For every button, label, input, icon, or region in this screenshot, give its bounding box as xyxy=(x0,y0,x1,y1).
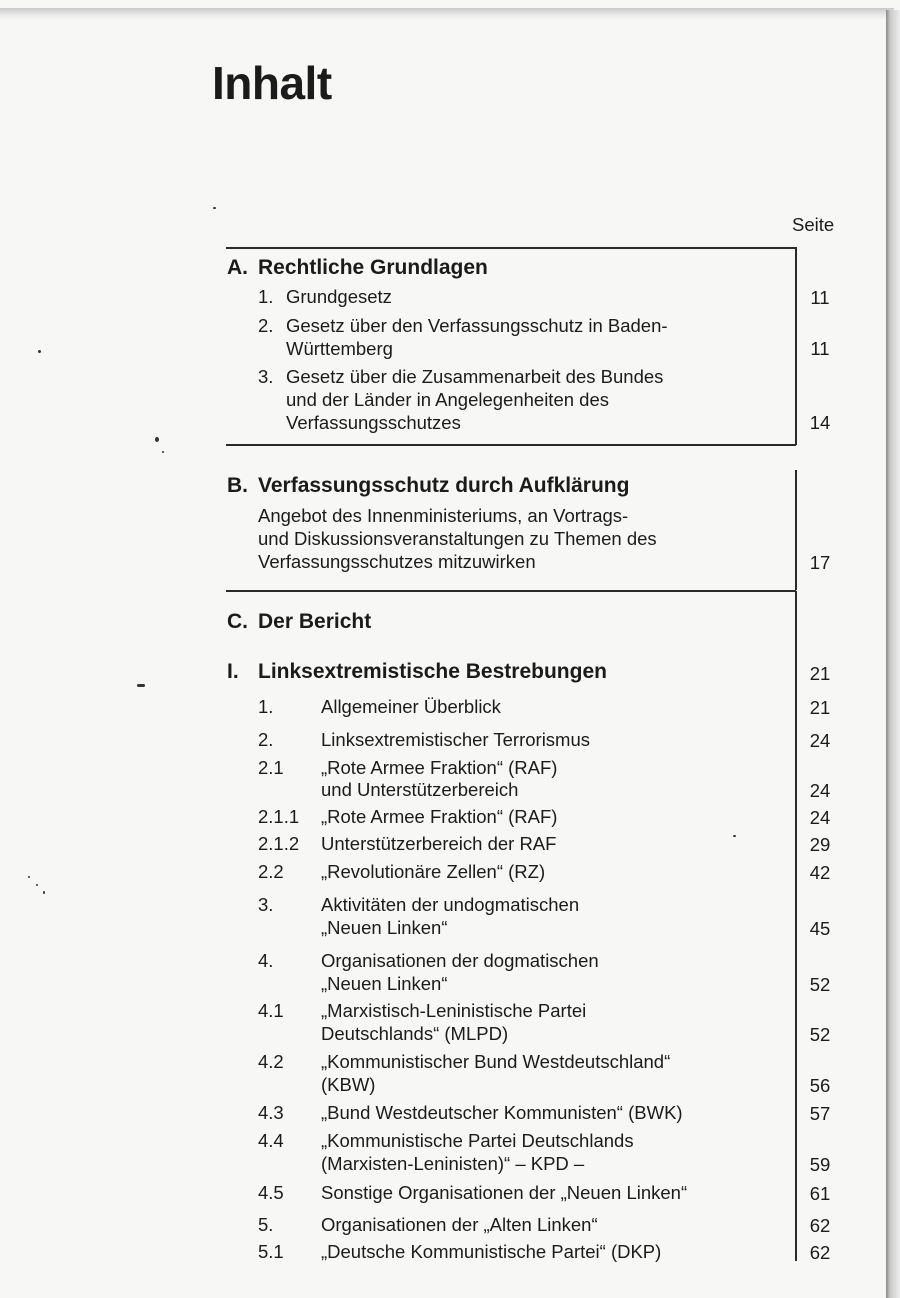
toc-entry-number: 2. xyxy=(258,729,274,750)
toc-entry-text: „Kommunistischer Bund Westdeutschland“ xyxy=(321,1051,671,1072)
toc-page-number: 45 xyxy=(809,918,831,939)
toc-entry-text: „Neuen Linken“ xyxy=(321,973,448,994)
toc-entry-text: „Deutsche Kommunistische Partei“ (DKP) xyxy=(321,1241,662,1262)
section-divider xyxy=(226,444,796,446)
toc-page-number: 11 xyxy=(810,338,830,359)
toc-page-number: 56 xyxy=(809,1075,831,1096)
toc-page-number: 14 xyxy=(809,412,831,433)
toc-page-number: 62 xyxy=(809,1215,831,1236)
toc-entry-number: 4.5 xyxy=(258,1182,284,1203)
toc-entry-text: Württemberg xyxy=(286,338,393,359)
toc-page-number: 24 xyxy=(809,780,831,801)
scan-speck xyxy=(28,876,30,878)
toc-entry-number: 4.1 xyxy=(258,1000,284,1021)
scan-speck xyxy=(43,891,45,894)
toc-page-number: 24 xyxy=(809,730,831,751)
scan-speck xyxy=(162,451,164,453)
toc-entry-text: „Kommunistische Partei Deutschlands xyxy=(321,1130,634,1151)
toc-entry-text: „Neuen Linken“ xyxy=(321,917,448,938)
section-divider xyxy=(226,590,796,592)
toc-entry-text: Deutschlands“ (MLPD) xyxy=(321,1023,509,1044)
toc-page-number: 61 xyxy=(809,1183,831,1204)
toc-entry-number: 3. xyxy=(258,894,274,915)
toc-entry-text: (KBW) xyxy=(321,1074,376,1095)
page-title: Inhalt xyxy=(212,57,332,109)
scan-speck xyxy=(137,684,145,687)
page-column-rule-b xyxy=(795,470,797,590)
toc-entry-number: 2.1.2 xyxy=(258,833,300,854)
toc-entry-text: Unterstützerbereich der RAF xyxy=(321,833,557,854)
toc-entry-number: 5. xyxy=(258,1214,274,1235)
toc-entry-text: und Unterstützerbereich xyxy=(321,779,519,800)
page-column-label: Seite xyxy=(792,214,835,235)
toc-page-number: 62 xyxy=(809,1242,831,1263)
toc-entry-text: „Rote Armee Fraktion“ (RAF) xyxy=(321,806,558,827)
toc-page-number: 24 xyxy=(809,807,831,828)
toc-entry-number: 2.2 xyxy=(258,861,284,882)
scan-speck xyxy=(36,884,38,886)
toc-page-number: 17 xyxy=(809,552,831,573)
toc-entry-text: Verfassungsschutzes mitzuwirken xyxy=(258,551,536,572)
toc-page-number: 21 xyxy=(809,697,831,718)
toc-entry-number: 4.2 xyxy=(258,1051,284,1072)
page-edge-right xyxy=(886,10,900,1298)
toc-entry-text: und Diskussionsveranstaltungen zu Themen des xyxy=(258,528,657,549)
toc-entry-number: 1. xyxy=(258,696,274,717)
section-c-letter: C. xyxy=(227,610,248,633)
page-column-rule-c xyxy=(795,591,797,1261)
toc-page-number: 11 xyxy=(810,287,830,308)
page-edge-top xyxy=(0,8,894,20)
toc-entry-text: Verfassungsschutzes xyxy=(286,412,461,433)
section-i-letter: I. xyxy=(227,660,239,683)
toc-entry-number: 4.4 xyxy=(258,1130,284,1151)
toc-entry-number: 1. xyxy=(258,286,274,307)
toc-entry-text: und der Länder in Angelegenheiten des xyxy=(286,389,609,410)
toc-entry-text: Organisationen der „Alten Linken“ xyxy=(321,1214,598,1235)
toc-entry-text: „Rote Armee Fraktion“ (RAF) xyxy=(321,757,558,778)
toc-entry-text: Linksextremistischer Terrorismus xyxy=(321,729,590,750)
scan-speck xyxy=(733,835,736,837)
toc-entry-text: Sonstige Organisationen der „Neuen Linken“ xyxy=(321,1182,688,1203)
toc-entry-text: „Bund Westdeutscher Kommunisten“ (BWK) xyxy=(321,1102,683,1123)
toc-entry-number: 2.1.1 xyxy=(258,806,300,827)
toc-entry-text: Gesetz über den Verfassungsschutz in Baden- xyxy=(286,315,668,336)
toc-entry-text: Organisationen der dogmatischen xyxy=(321,950,599,971)
toc-entry-text: „Marxistisch-Leninistische Partei xyxy=(321,1000,587,1021)
section-a-heading: Rechtliche Grundlagen xyxy=(258,256,488,279)
section-b-heading: Verfassungsschutz durch Aufklärung xyxy=(258,474,630,497)
toc-entry-number: 4. xyxy=(258,950,274,971)
toc-page-number: 52 xyxy=(809,974,831,995)
toc-entry-number: 5.1 xyxy=(258,1241,284,1262)
page-column-rule-a xyxy=(795,247,797,445)
toc-entry-text: Aktivitäten der undogmatischen xyxy=(321,894,580,915)
toc-entry-number: 3. xyxy=(258,366,274,387)
toc-entry-text: „Revolutionäre Zellen“ (RZ) xyxy=(321,861,546,882)
section-divider xyxy=(226,247,796,249)
section-i-heading: Linksextremistische Bestrebungen xyxy=(258,660,607,683)
toc-page-number: 59 xyxy=(809,1154,831,1175)
toc-page-number: 52 xyxy=(809,1024,831,1045)
toc-page-number: 42 xyxy=(809,862,831,883)
toc-page-number: 29 xyxy=(809,834,831,855)
toc-entry-number: 2.1 xyxy=(258,757,284,778)
toc-entry-number: 2. xyxy=(258,315,274,336)
section-a-letter: A. xyxy=(227,256,248,279)
toc-page-number: 57 xyxy=(809,1103,831,1124)
scan-speck xyxy=(38,350,41,353)
toc-entry-number: 4.3 xyxy=(258,1102,284,1123)
section-b-letter: B. xyxy=(227,474,248,497)
toc-entry-text: Gesetz über die Zusammenarbeit des Bundes xyxy=(286,366,664,387)
toc-entry-text: (Marxisten-Leninisten)“ – KPD – xyxy=(321,1153,585,1174)
scan-speck xyxy=(213,207,216,209)
section-c-heading: Der Bericht xyxy=(258,610,372,633)
toc-entry-text: Angebot des Innenministeriums, an Vortrags- xyxy=(258,505,629,526)
toc-page-number: 21 xyxy=(809,663,831,684)
toc-entry-text: Allgemeiner Überblick xyxy=(321,696,501,717)
scan-speck xyxy=(155,437,159,442)
toc-entry-text: Grundgesetz xyxy=(286,286,392,307)
